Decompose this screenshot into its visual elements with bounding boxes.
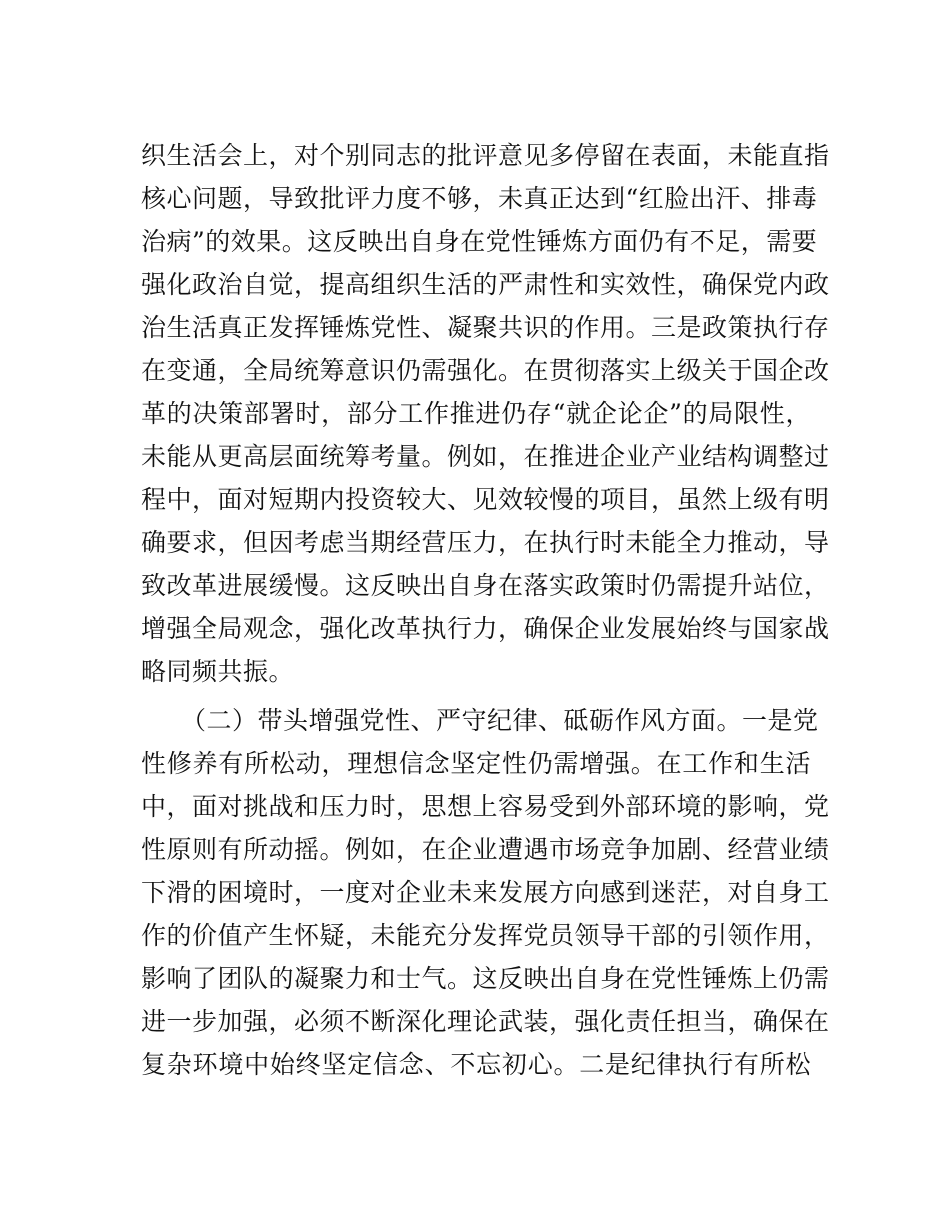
text-line: 下滑的困境时，一度对企业未来发展方向感到迷茫，对自身工 — [141, 878, 830, 907]
text-line: 影响了团队的凝聚力和士气。这反映出自身在党性锤炼上仍需 — [141, 964, 830, 993]
text-line: 中，面对挑战和压力时，思想上容易受到外部环境的影响，党 — [141, 792, 830, 821]
text-line: 复杂环境中始终坚定信念、不忘初心。二是纪律执行有所松 — [141, 1050, 811, 1079]
text-line: 性原则有所动摇。例如，在企业遭遇市场竞争加剧、经营业绩 — [141, 835, 830, 864]
text-line: 作的价值产生怀疑，未能充分发挥党员领导干部的引领作用， — [141, 921, 830, 950]
text-line: 进一步加强，必须不断深化理论武装，强化责任担当，确保在 — [141, 1007, 830, 1036]
text-line: 程中，面对短期内投资较大、见效较慢的项目，虽然上级有明 — [141, 485, 830, 514]
text-line: 致改革进展缓慢。这反映出自身在落实政策时仍需提升站位， — [141, 571, 830, 600]
text-line: 确要求，但因考虑当期经营压力，在执行时未能全力推动，导 — [141, 528, 830, 557]
text-line: 强化政治自觉，提高组织生活的严肃性和实效性，确保党内政 — [141, 270, 830, 299]
section-heading-line: （二）带头增强党性、严守纪律、砥砺作风方面。一是党 — [181, 706, 819, 735]
text-line: 增强全局观念，强化改革执行力，确保企业发展始终与国家战 — [141, 614, 830, 643]
text-line: 核心问题，导致批评力度不够，未真正达到“红脸出汗、排毒 — [141, 184, 818, 213]
text-line: 略同频共振。 — [141, 657, 295, 686]
text-line: 治生活真正发挥锤炼党性、凝聚共识的作用。三是政策执行存 — [141, 313, 830, 342]
text-line: 织生活会上，对个别同志的批评意见多停留在表面，未能直指 — [141, 141, 830, 170]
text-line: 革的决策部署时，部分工作推进仍存“就企论企”的局限性， — [141, 399, 811, 428]
text-line: 未能从更高层面统筹考量。例如，在推进企业产业结构调整过 — [141, 442, 830, 471]
text-line: 在变通，全局统筹意识仍需强化。在贯彻落实上级关于国企改 — [141, 356, 830, 385]
text-line: 治病”的效果。这反映出自身在党性锤炼方面仍有不足，需要 — [141, 227, 818, 256]
text-line: 性修养有所松动，理想信念坚定性仍需增强。在工作和生活 — [141, 749, 811, 778]
